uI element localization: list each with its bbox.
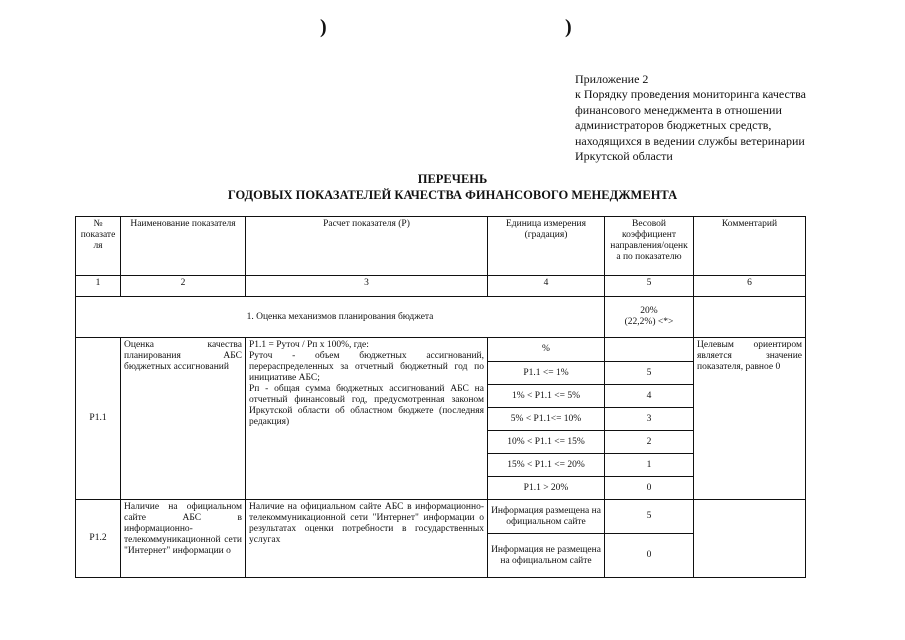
grade-unit: 1% < P1.1 <= 5% [488, 385, 605, 408]
header-unit: Единица измерения (градация) [488, 217, 605, 276]
header-comment: Комментарий [694, 217, 806, 276]
appendix-line: финансового менеджмента в отношении [575, 102, 782, 117]
indicator-name: Оценка качества планирования АБС бюджетных ассигнований [121, 338, 246, 500]
col-number: 6 [694, 276, 806, 297]
header-calc: Расчет показателя (P) [246, 217, 488, 276]
scan-mark-right: ) [565, 16, 572, 38]
grade-unit: 5% < P1.1<= 10% [488, 408, 605, 431]
grade-weight: 4 [605, 385, 694, 408]
grade-unit: P1.1 > 20% [488, 477, 605, 500]
appendix-line: к Порядку проведения мониторинга качества [575, 87, 806, 102]
table-header-row [76, 217, 806, 276]
col-number: 2 [121, 276, 246, 297]
grade-unit: Информация не размещена на официальном сайте [488, 534, 605, 578]
calc-formula: P1.1 = Руточ / Рп х 100%, где: [249, 340, 369, 350]
appendix-line: Иркутской области [575, 149, 673, 164]
calc-definition: Рп - общая сумма бюджетных ассигнований АБС на отчетный финансовый год, предусмотренная законом Иркутской области об областном бюджете (последняя редакция) [249, 384, 484, 427]
grade-weight: 5 [605, 362, 694, 385]
table-row [76, 500, 806, 534]
grade-weight: 2 [605, 431, 694, 454]
col-number: 1 [76, 276, 121, 297]
section-row [76, 297, 806, 338]
scan-mark-left: ) [320, 16, 327, 38]
header-name: Наименование показателя [121, 217, 246, 276]
section-weight-value: 20% [640, 306, 658, 316]
section-weight [605, 297, 694, 338]
grade-unit: 15% < P1.1 <= 20% [488, 454, 605, 477]
appendix-line: Приложение 2 [575, 72, 649, 86]
grade-weight: 0 [605, 477, 694, 500]
grade-unit: Информация размещена на официальном сайте [488, 500, 605, 534]
appendix-line: администраторов бюджетных средств, [575, 118, 772, 133]
table-row [76, 338, 806, 362]
col-number: 4 [488, 276, 605, 297]
indicator-num: P1.1 [76, 338, 121, 500]
grade-weight: 1 [605, 454, 694, 477]
indicator-name: Наличие на официальном сайте АБС в информационно-телекоммуникационной сети "Интернет" информации о [121, 500, 246, 578]
grade-weight: 0 [605, 534, 694, 578]
indicator-calc [246, 338, 488, 500]
grade-weight: 5 [605, 500, 694, 534]
indicator-comment [694, 500, 806, 578]
indicators-table [75, 216, 806, 578]
col-number: 5 [605, 276, 694, 297]
document-title: ПЕРЕЧЕНЬ [417, 172, 488, 186]
indicator-num: P1.2 [76, 500, 121, 578]
section-comment [694, 297, 806, 338]
grade-unit: % [488, 338, 605, 362]
section-weight-note: (22,2%) <*> [624, 317, 674, 327]
appendix-note [575, 72, 875, 164]
calc-definition: Руточ - объем бюджетных ассигнований, перераспределенных за отчетный бюджетный год по инициативе АБС; [249, 351, 484, 383]
grade-weight: 3 [605, 408, 694, 431]
indicator-comment: Целевым ориентиром является значение показателя, равное 0 [694, 338, 806, 500]
appendix-line: находящихся в ведении службы ветеринарии [575, 133, 805, 148]
grade-unit: P1.1 <= 1% [488, 362, 605, 385]
header-num: № показате ля [76, 217, 121, 276]
col-number: 3 [246, 276, 488, 297]
column-numbers-row [76, 276, 806, 297]
indicator-calc: Наличие на официальном сайте АБС в информационно-телекоммуникационной сети "Интернет" информации о результатах оценки потребности в государственных услугах [246, 500, 488, 578]
grade-unit: 10% < P1.1 <= 15% [488, 431, 605, 454]
section-title: 1. Оценка механизмов планирования бюджета [76, 297, 605, 338]
grade-weight [605, 338, 694, 362]
document-subtitle: ГОДОВЫХ ПОКАЗАТЕЛЕЙ КАЧЕСТВА ФИНАНСОВОГО МЕНЕДЖМЕНТА [227, 188, 678, 202]
header-weight: Весовой коэффициент направления/оценк а по показателю [605, 217, 694, 276]
